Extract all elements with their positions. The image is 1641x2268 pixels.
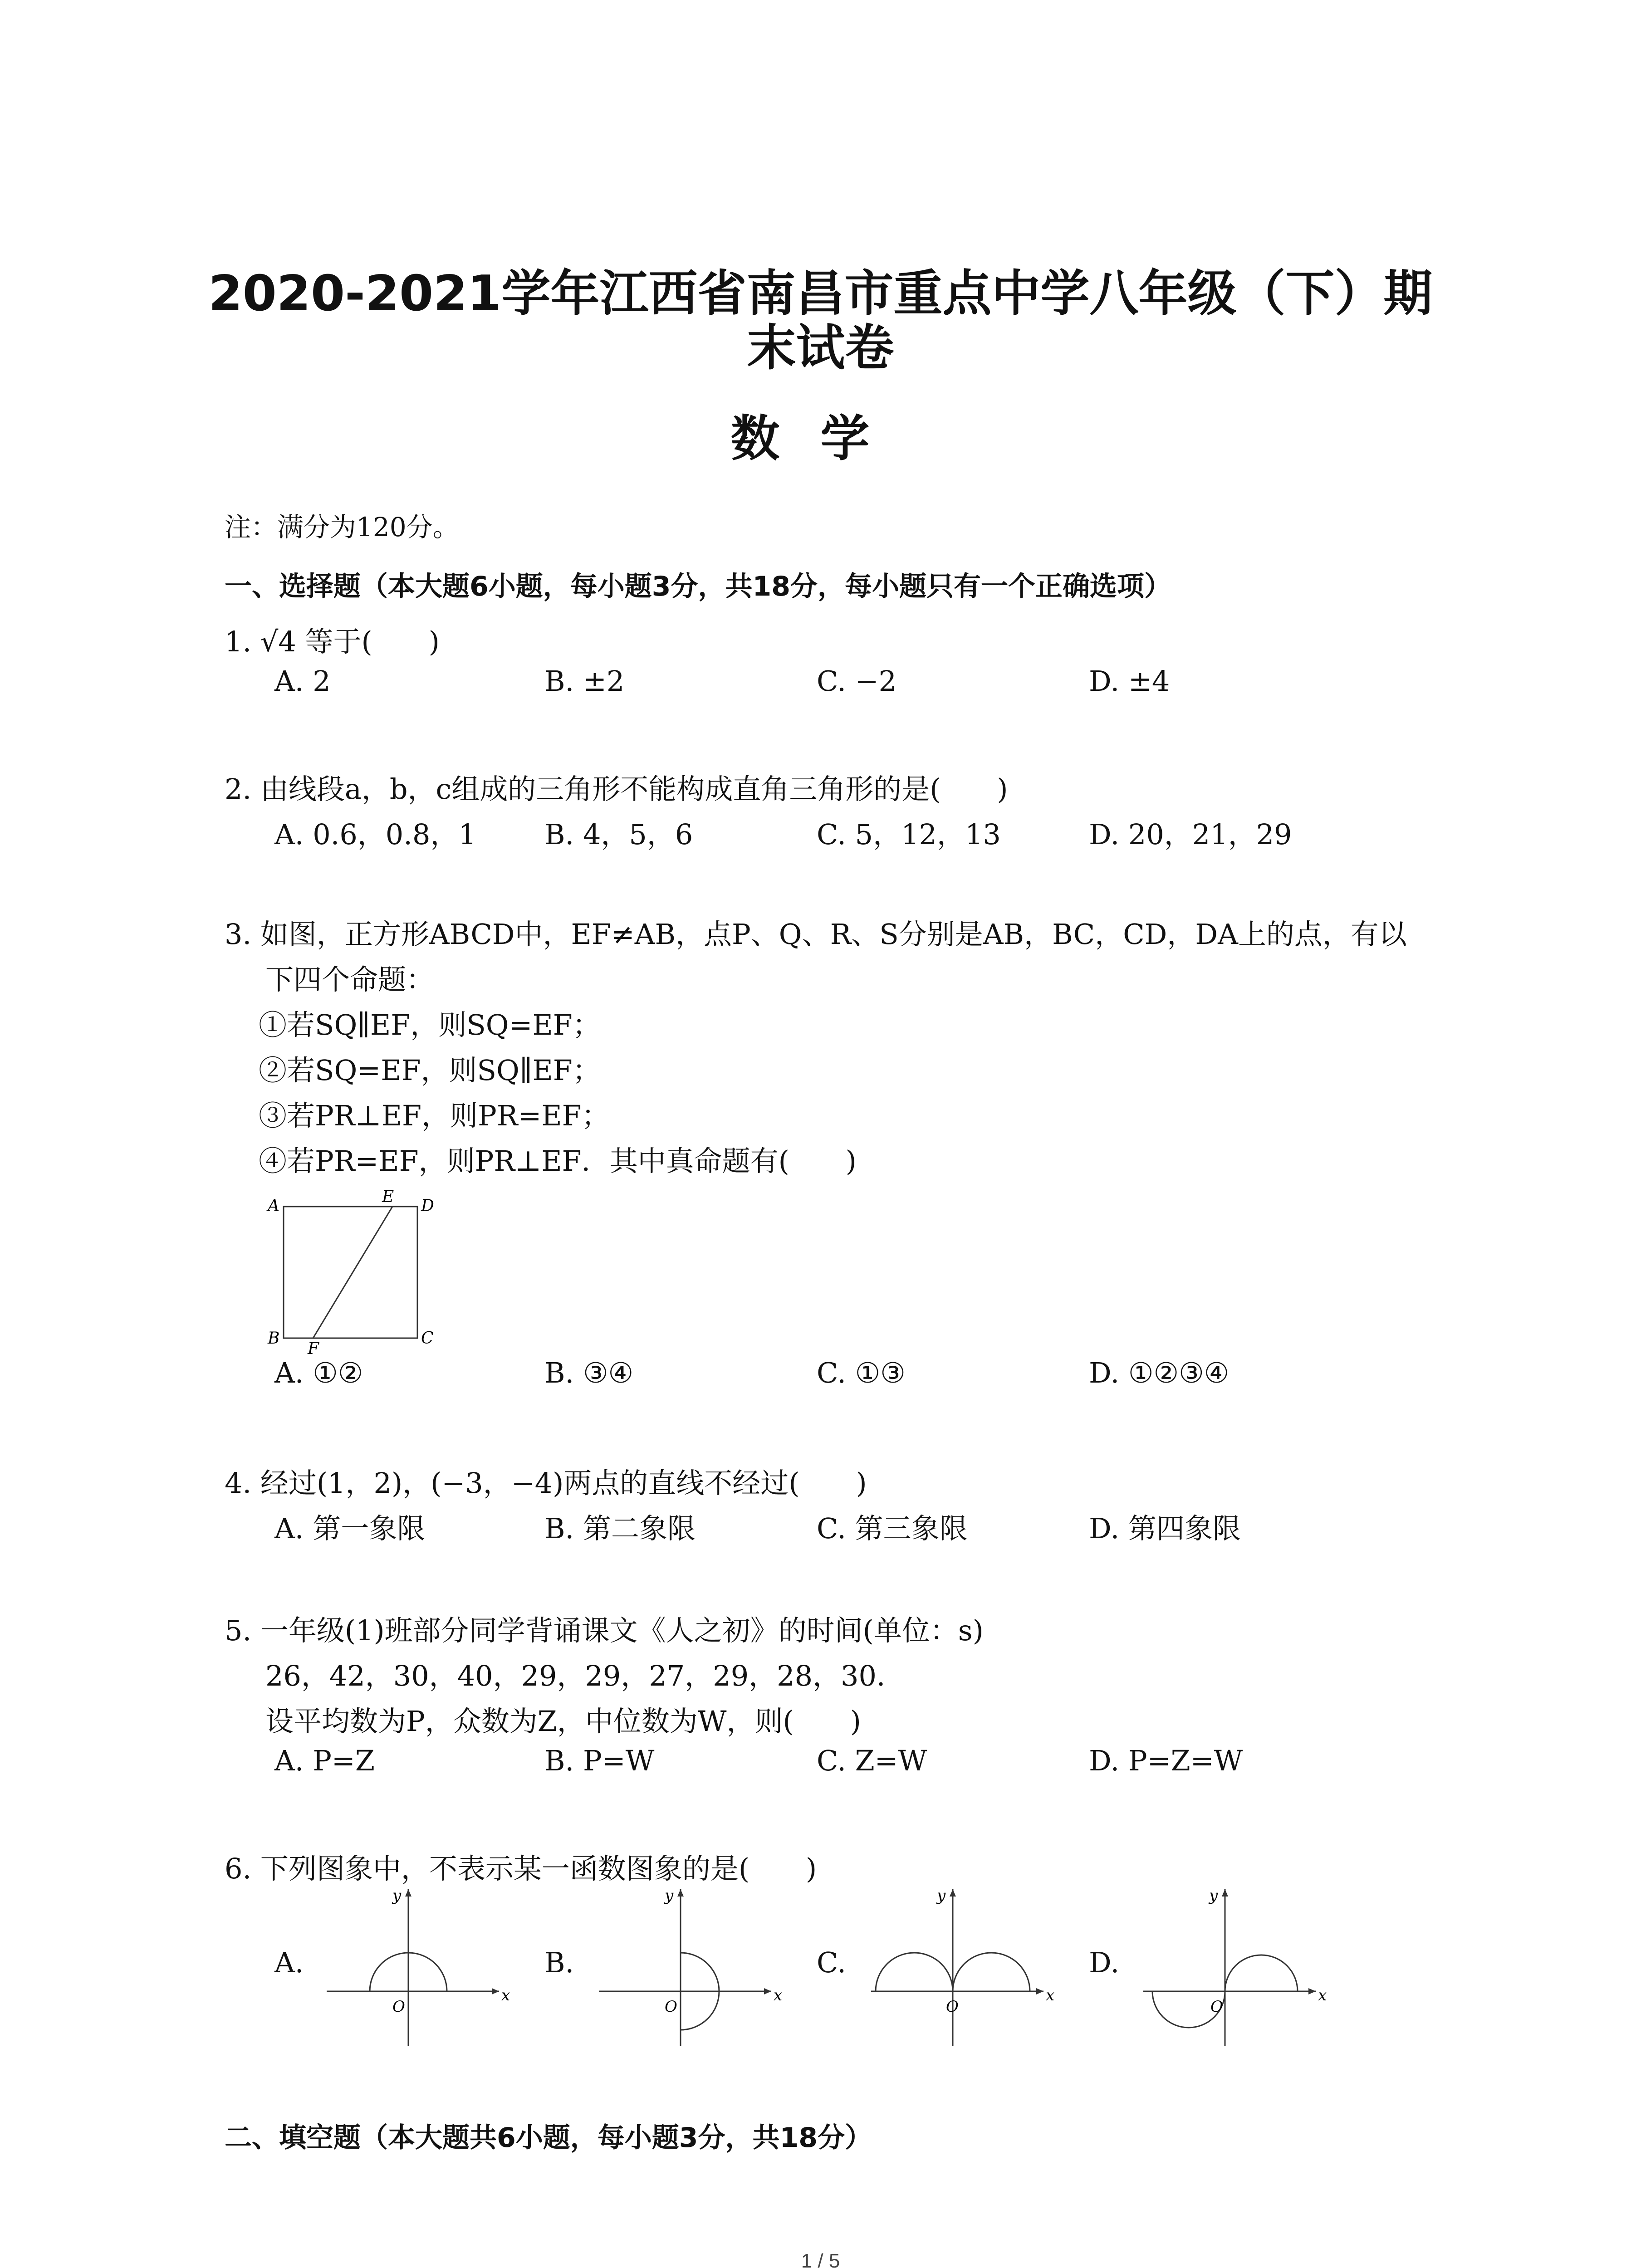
svg-text:O: O: [392, 1998, 405, 2016]
question-2-stem: 2. 由线段a，b，c组成的三角形不能构成直角三角形的是( ): [225, 772, 1008, 806]
svg-text:x: x: [1046, 1986, 1055, 2004]
label-d: D: [421, 1197, 434, 1215]
svg-text:x: x: [1318, 1986, 1327, 2004]
q1-option-d: D. ±4: [1089, 665, 1170, 698]
question-5-stem-line1: 5. 一年级(1)班部分同学背诵课文《人之初》的时间(单位：s): [225, 1614, 984, 1647]
q3-prop-4: ④若PR=EF，则PR⊥EF．其中真命题有( ): [259, 1144, 857, 1178]
q4-option-a: A. 第一象限: [274, 1512, 426, 1545]
q3-prop-1: ①若SQ∥EF，则SQ=EF；: [259, 1008, 601, 1041]
q2-option-c: C. 5，12，13: [817, 818, 1001, 851]
square-abcd-figure: [263, 1184, 445, 1356]
section-heading-fill-in: 二、填空题（本大题共6小题，每小题3分，共18分）: [225, 2122, 872, 2154]
svg-text:y: y: [937, 1887, 946, 1905]
svg-text:y: y: [392, 1887, 402, 1905]
question-5-stem-line3: 设平均数为P，众数为Z，中位数为W，则( ): [265, 1705, 861, 1738]
segment-ef: [313, 1207, 392, 1338]
label-f: F: [308, 1339, 319, 1358]
svg-text:x: x: [774, 1986, 783, 2004]
q2-option-d: D. 20，21，29: [1089, 818, 1292, 851]
q3-option-c: C. ①③: [817, 1356, 906, 1389]
square-abcd: [284, 1207, 417, 1338]
q4-option-c: C. 第三象限: [817, 1512, 968, 1545]
q6-graph-c: [862, 1882, 1053, 2050]
label-e: E: [382, 1188, 394, 1206]
svg-text:x: x: [501, 1986, 510, 2004]
question-5-data: 26，42，30，40，29，29，27，29，28，30．: [265, 1659, 905, 1692]
section-heading-choice: 一、选择题（本大题6小题，每小题3分，共18分，每小题只有一个正确选项）: [225, 571, 1171, 602]
svg-text:y: y: [1209, 1887, 1218, 1905]
q1-option-a: A. 2: [274, 665, 331, 698]
q2-option-a: A. 0.6，0.8，1: [274, 818, 476, 851]
question-3-stem-line1: 3. 如图，正方形ABCD中，EF≠AB，点P、Q、R、S分别是AB，BC，CD，DA上的点，有以: [225, 918, 1407, 951]
question-4-stem: 4. 经过(1，2)，(−3，−4)两点的直线不经过( ): [225, 1466, 867, 1500]
question-6-stem: 6. 下列图象中，不表示某一函数图象的是( ): [225, 1852, 817, 1885]
q4-option-d: D. 第四象限: [1089, 1512, 1241, 1545]
label-b: B: [268, 1329, 280, 1348]
svg-text:O: O: [665, 1998, 677, 2016]
svg-text:O: O: [946, 1998, 959, 2016]
label-c: C: [421, 1329, 434, 1348]
q1-option-c: C. −2: [817, 665, 897, 698]
q5-option-b: B. P=W: [544, 1744, 655, 1777]
question-1-stem: 1. √4 等于( ): [225, 625, 440, 658]
page-number: 1 / 5: [801, 2250, 840, 2268]
q6-option-b-letter: B.: [544, 1946, 574, 1979]
question-3-stem-line2: 下四个命题：: [265, 963, 435, 996]
q3-option-b: B. ③④: [544, 1356, 634, 1389]
q5-option-d: D. P=Z=W: [1089, 1744, 1243, 1777]
q3-option-d: D. ①②③④: [1089, 1356, 1230, 1389]
q3-prop-3: ③若PR⊥EF，则PR=EF；: [259, 1099, 610, 1132]
q1-option-b: B. ±2: [544, 665, 625, 698]
q6-option-d-letter: D.: [1089, 1946, 1120, 1979]
svg-text:y: y: [665, 1887, 674, 1905]
q5-option-a: A. P=Z: [274, 1744, 375, 1777]
q5-option-c: C. Z=W: [817, 1744, 927, 1777]
q6-option-a-letter: A.: [274, 1946, 304, 1979]
score-note: 注：满分为120分。: [225, 512, 459, 543]
page-title-line1: 2020-2021学年江西省南昌市重点中学八年级（下）期: [208, 265, 1433, 322]
q6-graph-d: [1134, 1882, 1325, 2050]
q3-prop-2: ②若SQ=EF，则SQ∥EF；: [259, 1054, 601, 1087]
q6-graph-a: [318, 1882, 508, 2050]
svg-text:O: O: [1210, 1998, 1223, 2016]
label-a: A: [268, 1197, 279, 1215]
q2-option-b: B. 4，5，6: [544, 818, 693, 851]
q6-option-c-letter: C.: [817, 1946, 846, 1979]
q6-graph-b: [590, 1882, 783, 2050]
q4-option-b: B. 第二象限: [544, 1512, 696, 1545]
q3-option-a: A. ①②: [274, 1356, 363, 1389]
subject-title: 数学: [730, 411, 911, 467]
page-title-line2: 末试卷: [747, 320, 894, 376]
